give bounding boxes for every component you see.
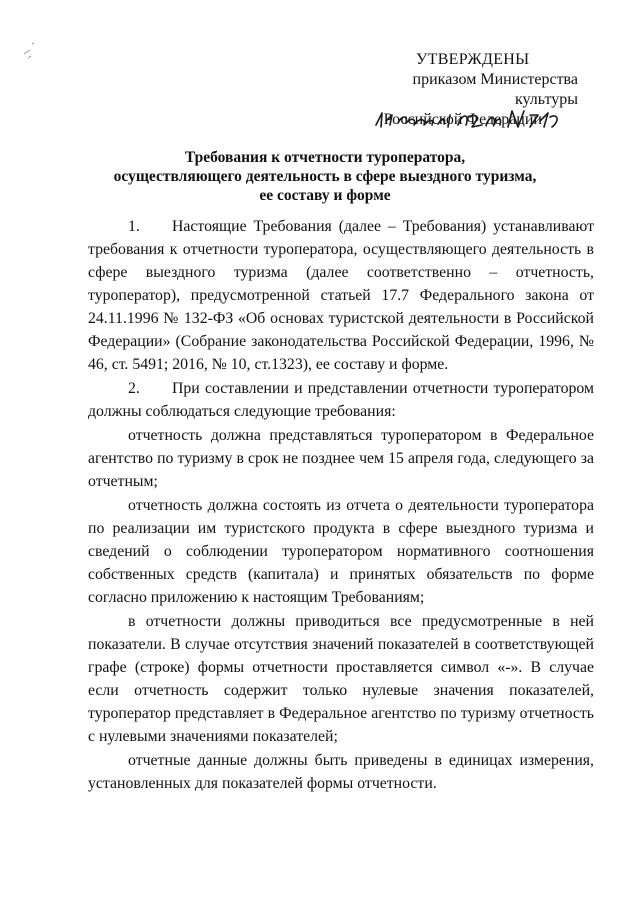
title-line-1: Требования к отчетности туроператора,: [184, 149, 466, 166]
title-line-3: ее составу и форме: [259, 187, 391, 204]
paragraph-2: [88, 377, 594, 423]
paragraph-1: [88, 215, 594, 376]
paragraph-2-text: При составлении и представлении отчетности туроператором должны соблюдаться следующие требования:: [88, 380, 594, 420]
approval-ministry-line: Российской Федерации: [383, 111, 542, 128]
handwritten-date-signature: [372, 107, 562, 131]
paragraph-6: отчетные данные должны быть приведены в единицах измерения, установленных для показателей формы отчетности.: [88, 752, 594, 792]
document-title: [80, 148, 570, 205]
paragraph-1-number: 1.: [128, 218, 140, 235]
paragraph-1-text: Настоящие Требования (далее – Требования) устанавливают требования к отчетности туроператора, осуществляющего деятельность в сфере выездного туризма (далее соответственно – отчетность, туроператор), предусмотренной статьей 17.7 Федерального закона от 24.11.1996 № 132-ФЗ «Об основах туристской деятельности в Российской Федерации» (Собрание законодательства Российской Федерации, 1996, № 46, ст. 5491; 2016, № 10, ст.1323), ее составу и форме.: [88, 218, 594, 373]
scan-mark: [22, 40, 42, 60]
title-line-2: осуществляющего деятельность в сфере выездного туризма,: [113, 168, 537, 185]
paragraph-3: отчетность должна представляться туроператором в Федеральное агентство по туризму в срок не позднее чем 15 апреля года, следующего за отчетным;: [88, 427, 594, 490]
paragraph-2-number: 2.: [128, 380, 140, 397]
paragraph-4: отчетность должна состоять из отчета о деятельности туроператора по реализации им туристского продукта в сфере выездного туризма и сведений о соблюдении туроператором нормативного соотношения собственных средств (капитала) и принятых обязательств по форме согласно приложению к настоящим Требованиям;: [88, 497, 594, 606]
paragraph-5: в отчетности должны приводиться все предусмотренные в ней показатели. В случае отсутствия значений показателей в соответствующей графе (строке) формы отчетности проставляется символ «-». В случае если отчетность содержит только нулевые значения показателей, туроператор представляет в Федеральное агентство по туризму отчетность с нулевыми значениями показателей;: [88, 613, 594, 745]
document-body: [88, 215, 594, 795]
approval-heading: УТВЕРЖДЕНЫ: [416, 51, 530, 68]
approval-order-line: приказом Министерства культуры: [412, 71, 578, 108]
